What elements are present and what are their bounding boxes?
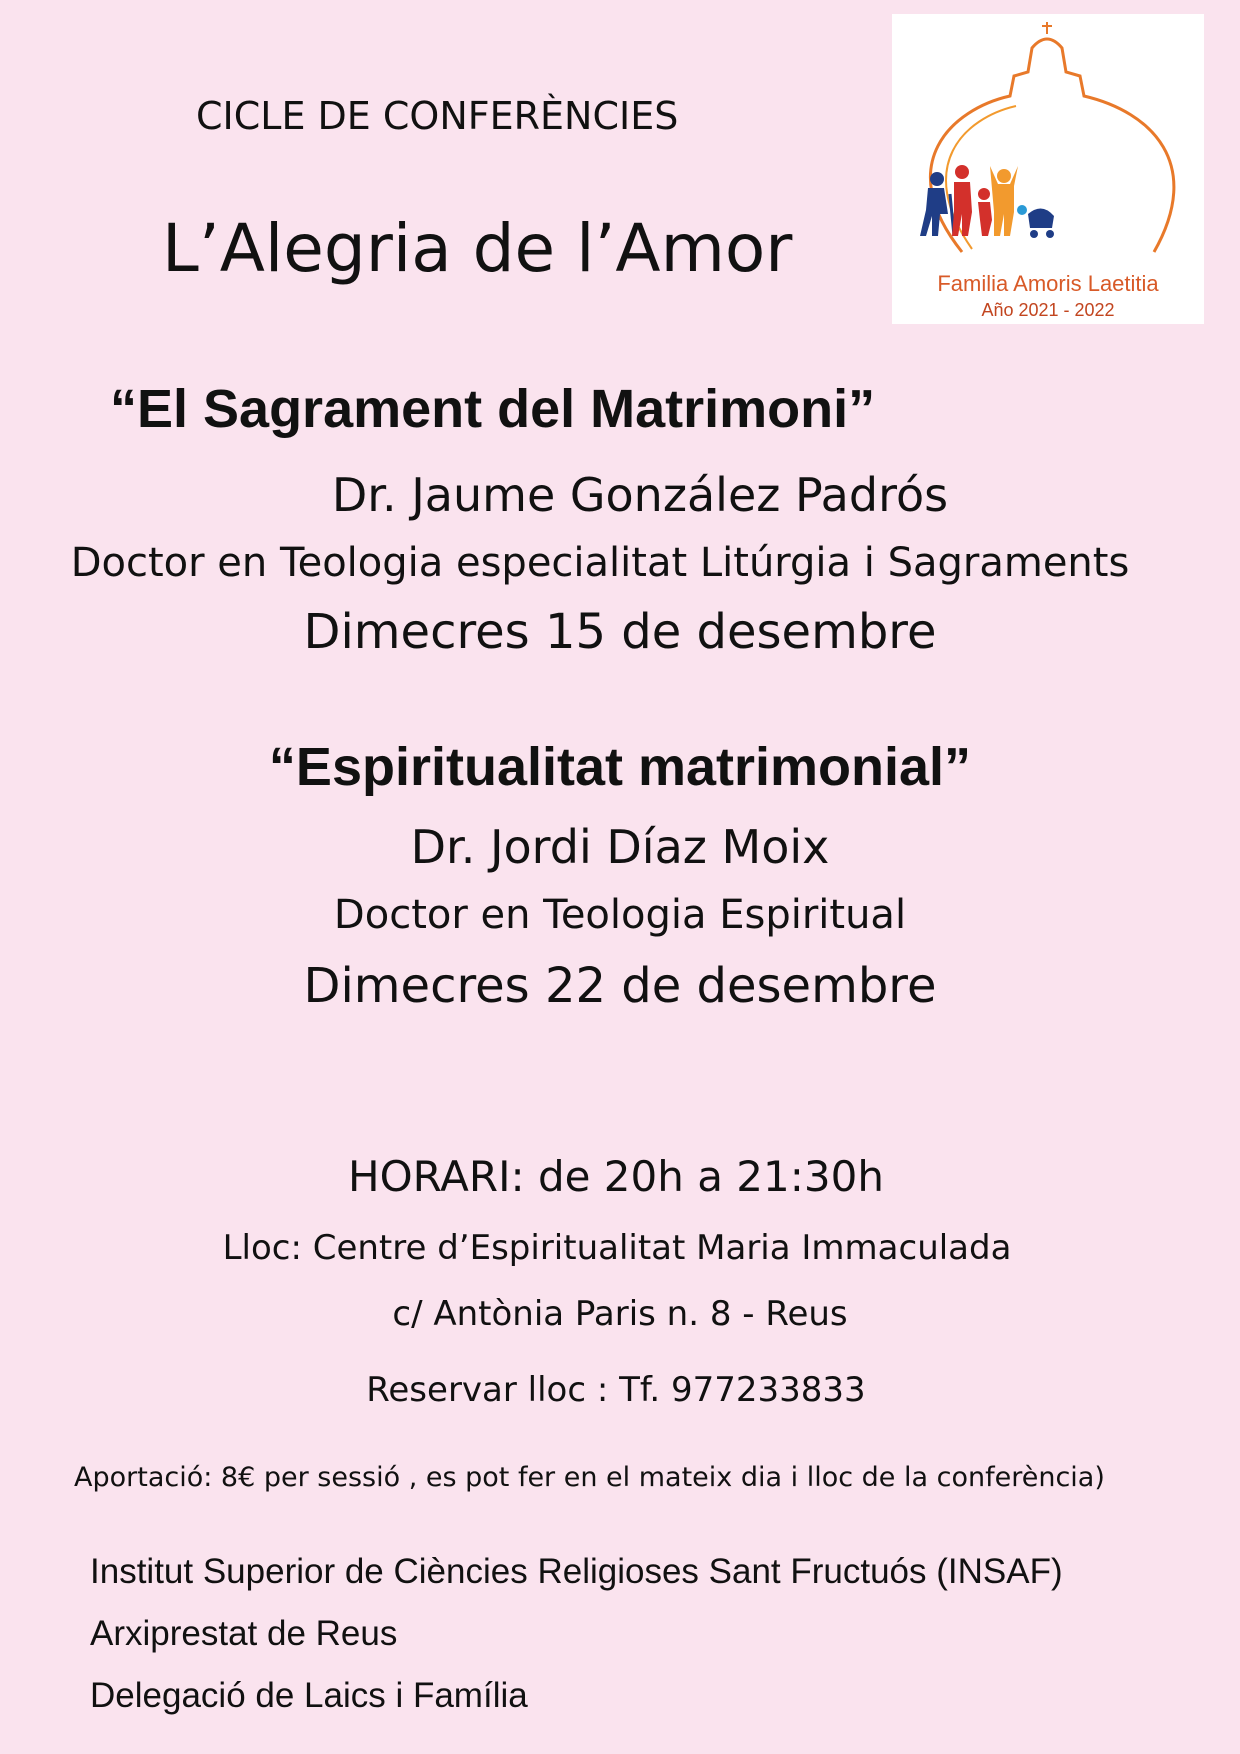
organizer-3: Delegació de Laics i Família (90, 1676, 528, 1715)
address-text: c/ Antònia Paris n. 8 - Reus (392, 1294, 848, 1334)
talk-1-description: Doctor en Teologia especialitat Litúrgia i Sagraments (70, 540, 1130, 586)
schedule-text: HORARI: de 20h a 21:30h (348, 1152, 884, 1201)
booking-text: Reservar lloc : Tf. 977233833 (366, 1370, 866, 1410)
talk-1-speaker: Dr. Jaume González Padrós (331, 468, 949, 522)
family-dome-icon (892, 14, 1204, 264)
venue-text: Lloc: Centre d’Espiritualitat Maria Immaculada (222, 1228, 1012, 1268)
contribution-text: Aportació: 8€ per sessió , es pot fer en el mateix dia i lloc de la conferència) (74, 1462, 1105, 1493)
series-label: CICLE DE CONFERÈNCIES (196, 94, 679, 138)
logo-year: Año 2021 - 2022 (981, 300, 1115, 320)
talk-2-title: “Espiritualitat matrimonial” (268, 737, 972, 797)
organizer-2: Arxiprestat de Reus (90, 1614, 398, 1653)
logo-name: Familia Amoris Laetitia (937, 271, 1159, 296)
talk-1-date: Dimecres 15 de desembre (303, 604, 937, 660)
page-title: L’Alegria de l’Amor (162, 210, 793, 287)
talk-2-description: Doctor en Teologia Espiritual (333, 892, 907, 938)
talk-2-speaker: Dr. Jordi Díaz Moix (410, 820, 830, 874)
talk-1-title: “El Sagrament del Matrimoni” (110, 379, 876, 439)
organizer-1: Institut Superior de Ciències Religioses Sant Fructuós (INSAF) (90, 1552, 1063, 1591)
amoris-laetitia-logo (892, 14, 1204, 324)
talk-2-date: Dimecres 22 de desembre (303, 958, 937, 1014)
